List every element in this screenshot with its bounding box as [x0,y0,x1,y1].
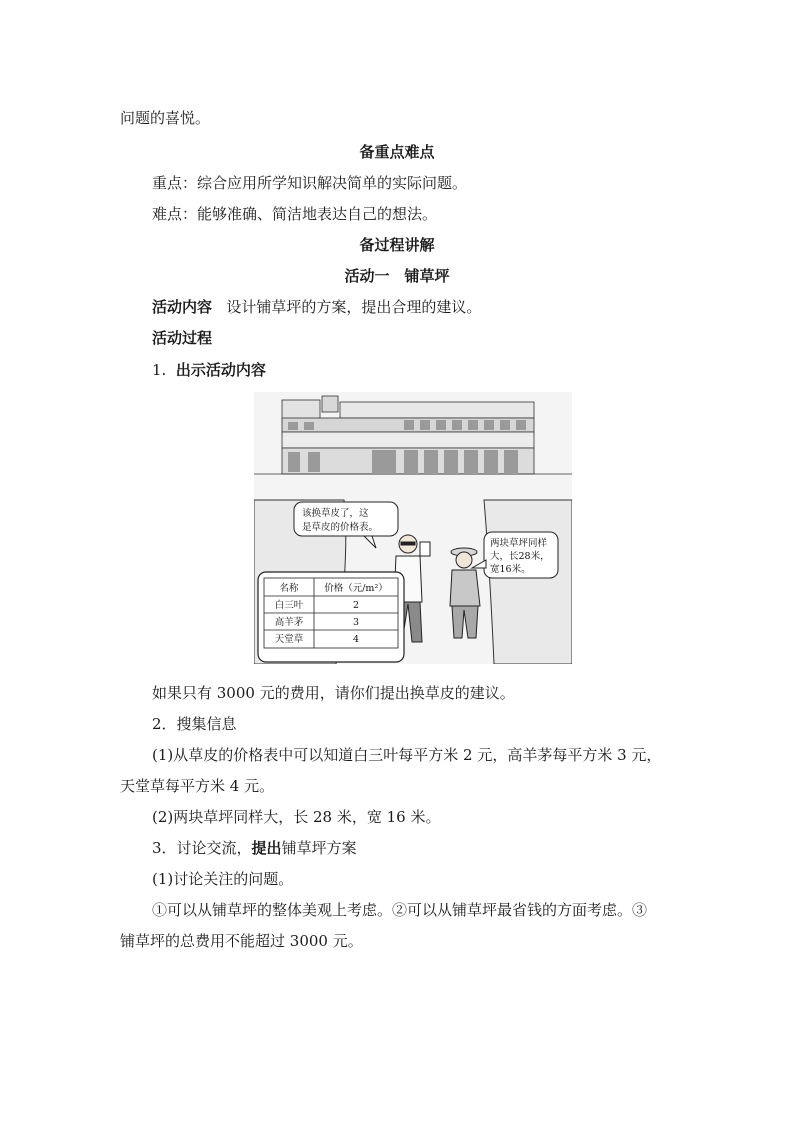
school-building [254,396,572,474]
section-heading: 备重点难点 [359,143,435,161]
step-2: 2．搜集信息 [152,715,237,733]
table-cell-name: 高羊茅 [274,617,304,628]
lawn-illustration [254,392,572,664]
discussion-2-line-1: ①可以从铺草坪的整体美观上考虑。②可以从铺草坪最省钱的方面考虑。③ [152,901,648,919]
activity-content [152,297,481,317]
table-cell-price: 4 [352,634,360,645]
process-label: 活动过程 [152,329,213,347]
bubble-right-line: 两块草坪同样 [490,538,548,549]
speech-bubble-right [472,532,558,578]
step-title: 出示活动内容 [175,361,266,379]
activity-heading: 活动一 铺草坪 [344,267,450,285]
difficulty-point: 难点：能够准确、简洁地表达自己的想法。 [152,205,438,223]
info-2: (2)两块草坪同样大，长 28 米，宽 16 米。 [152,808,441,826]
step-3-bold: 提出 [251,839,282,857]
table-cell-name: 天堂草 [274,634,304,645]
bubble-left-line: 该换草皮了，这 [302,508,369,519]
activity-content-text: 设计铺草坪的方案，提出合理的建议。 [226,298,482,316]
lawn-right [484,500,572,664]
price-table [258,572,404,662]
info-1-line-1: (1)从草皮的价格表中可以知道白三叶每平方米 2 元，高羊茅每平方米 3 元， [152,746,662,764]
bubble-left-line: 是草皮的价格表。 [302,522,379,533]
table-header: 名称 [279,583,299,594]
section-heading: 备过程讲解 [359,236,435,254]
bubble-right-line: 大，长28米， [490,551,550,562]
step-3 [152,838,357,858]
table-cell-price: 3 [352,617,360,628]
question-text: 如果只有 3000 元的费用，请你们提出换草皮的建议。 [152,684,515,702]
info-1-line-2: 天堂草每平方米 4 元。 [120,777,275,795]
step-3-prefix: 3．讨论交流， [152,839,252,857]
bubble-right-line: 宽16米。 [490,564,531,575]
discussion-1: (1)讨论关注的问题。 [152,870,294,888]
discussion-2-line-2: 铺草坪的总费用不能超过 3000 元。 [120,932,363,950]
step-3-suffix: 铺草坪方案 [281,839,357,857]
activity-content-label: 活动内容 [152,298,213,316]
table-cell-name: 白三叶 [274,600,304,611]
step-1 [152,360,266,380]
text-line: 问题的喜悦。 [120,109,211,127]
step-number: 1. [152,361,167,379]
key-point: 重点：综合应用所学知识解决简单的实际问题。 [152,174,468,192]
table-header: 价格（元/m²） [324,583,388,594]
table-cell-price: 2 [352,600,360,611]
